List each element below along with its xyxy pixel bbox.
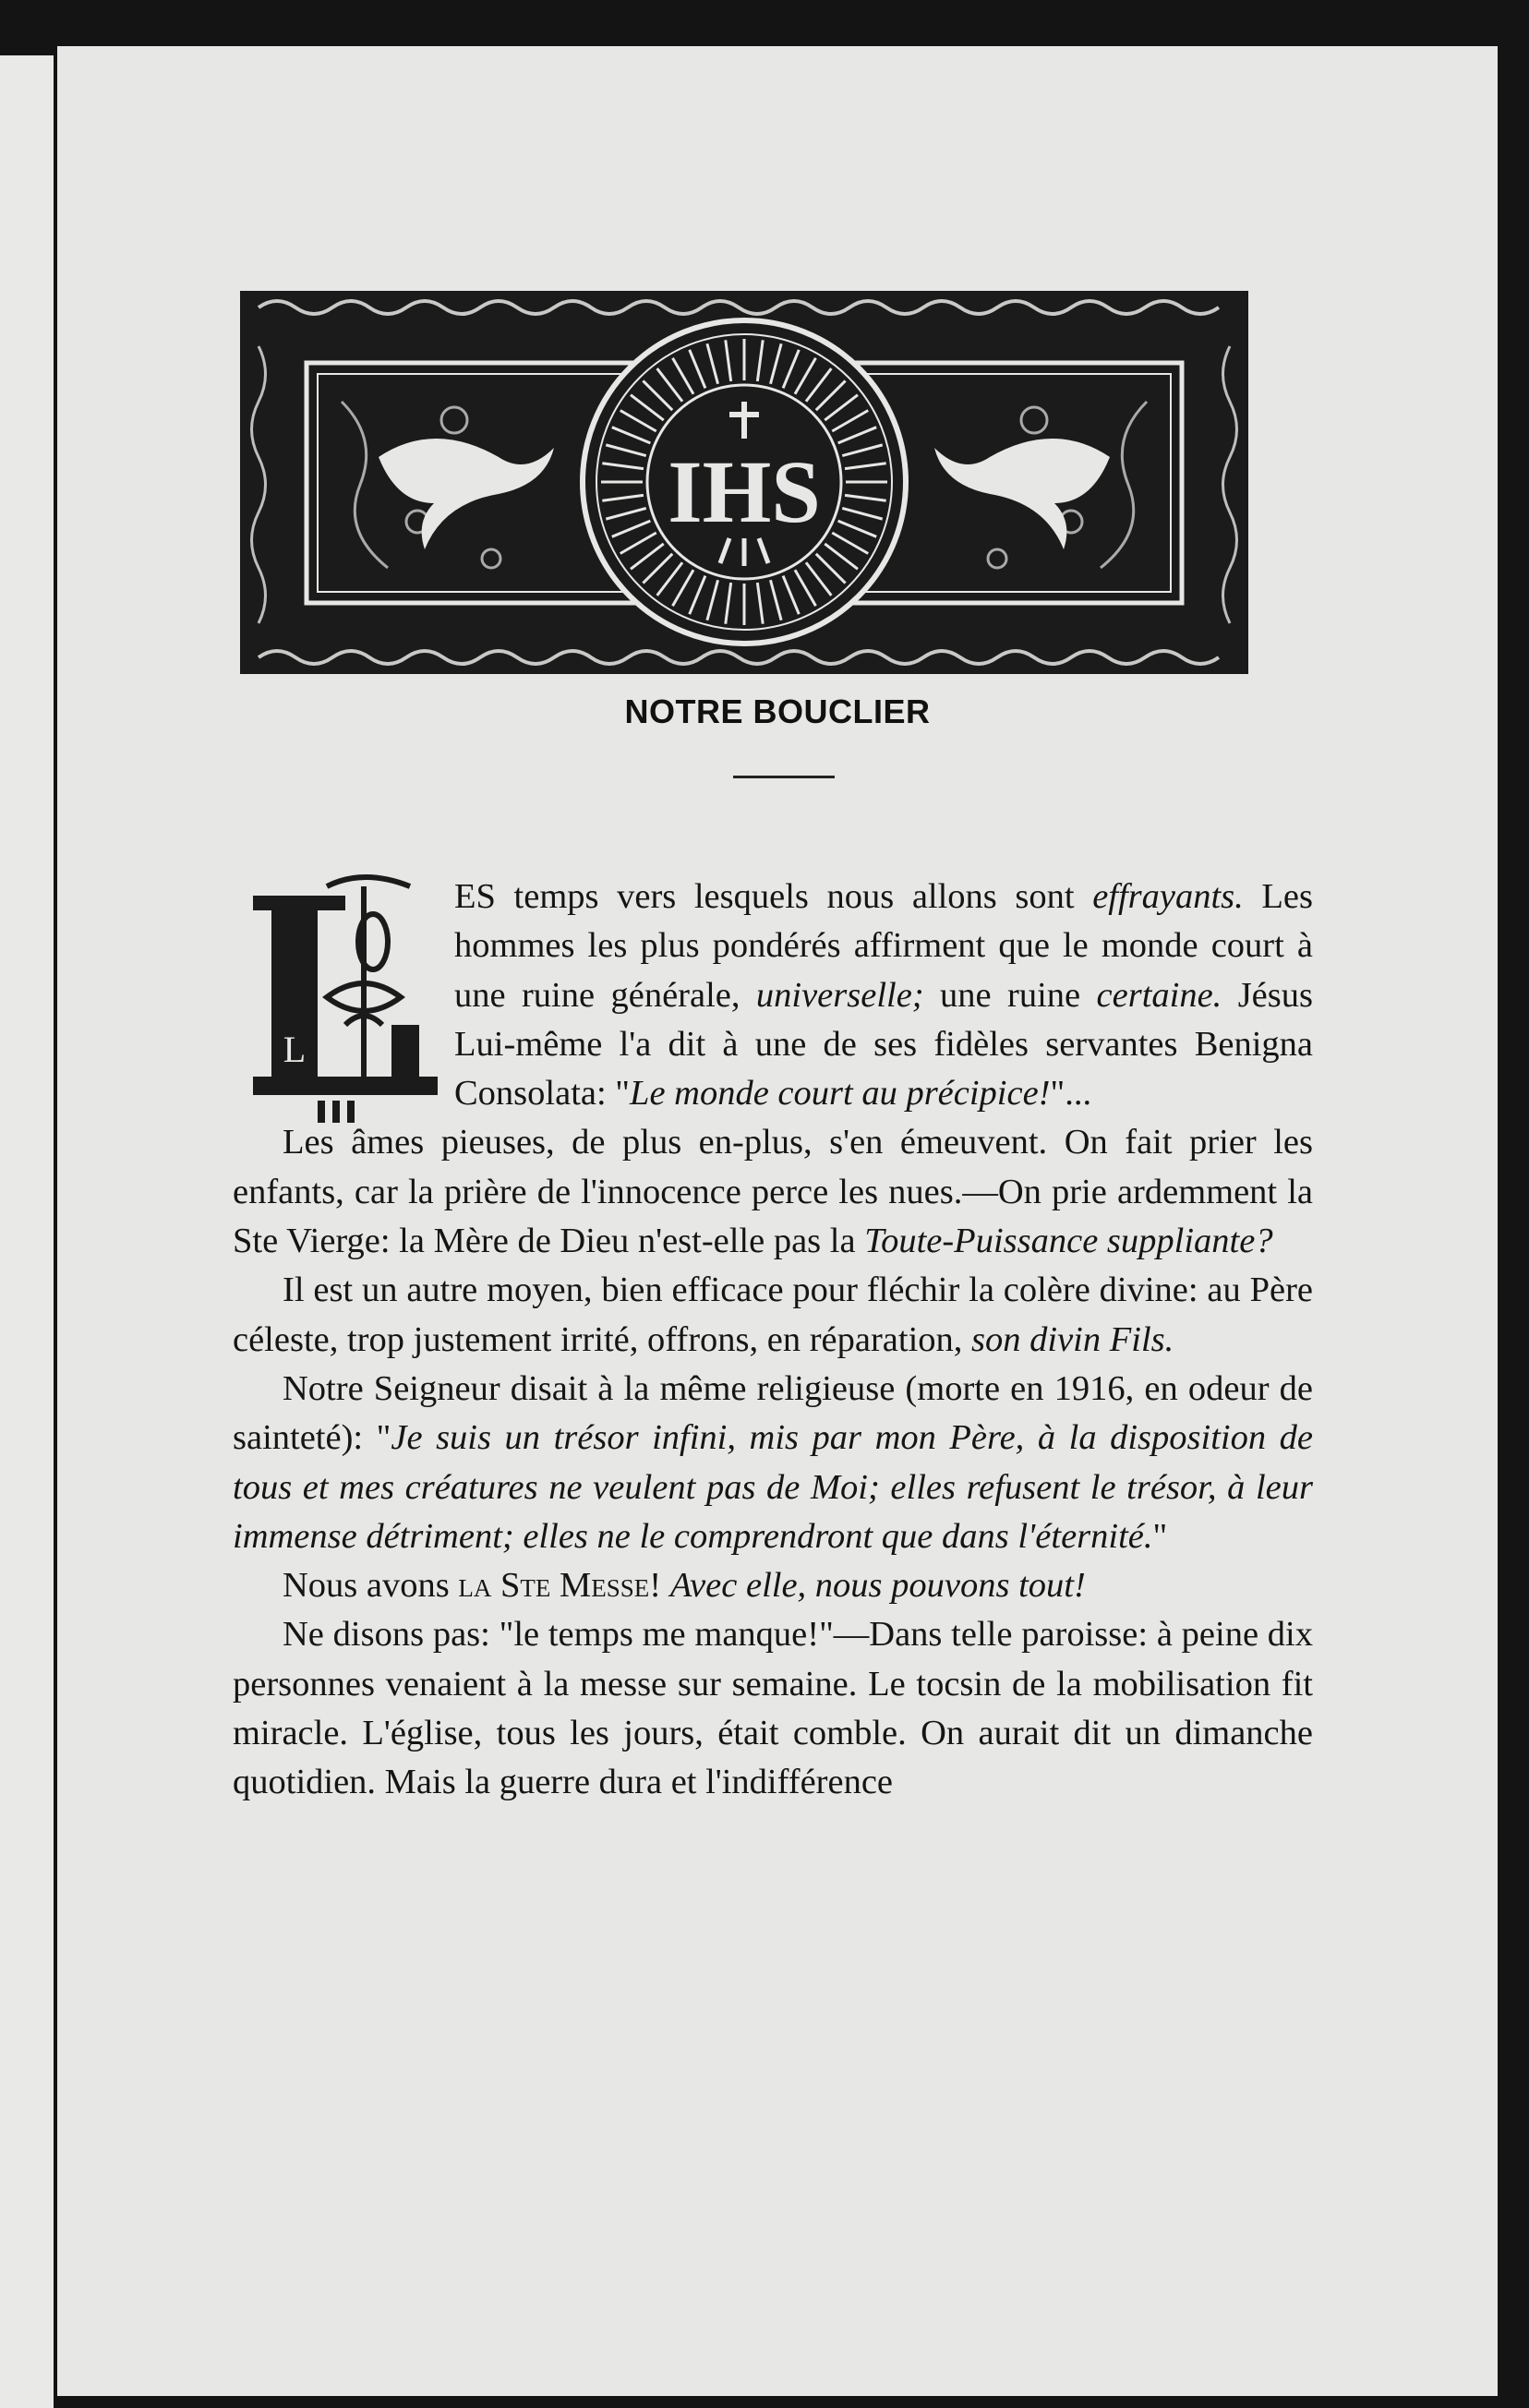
body-text (233, 873, 1313, 1808)
text-segment: effrayants. (1092, 877, 1244, 916)
paragraph-p1 (233, 873, 1313, 1118)
dropcap-letter: L (283, 1029, 307, 1070)
book-page (57, 46, 1498, 2396)
text-segment: Toute-Puissance suppliante? (864, 1222, 1273, 1261)
page-title: NOTRE BOUCLIER (624, 692, 931, 730)
paragraph-p2 (233, 1118, 1313, 1266)
text-segment: " (1152, 1516, 1168, 1556)
text-segment: Les âmes pieuses, de plus en-plus, s'en émeuvent. On fait prier les enfants, car la prière de l'innocence perce les nues.—On prie ardemment la Ste Vierge: la Mère de Dieu n'est-elle pas la (233, 1123, 1313, 1261)
text-segment: Nous avons (283, 1566, 459, 1606)
paragraph-p3 (233, 1266, 1313, 1365)
text-segment: la Ste Messe (458, 1566, 650, 1606)
title-rule (733, 776, 835, 778)
text-segment: Ne disons pas: "le temps me manque!"—Dans telle paroisse: à peine dix personnes venaient à la messe sur semaine. Le tocsin de la mobilisation fit miracle. L'église, tous les jours, était comble. On aurait dit un dimanche quotidien. Mais la guerre dura et l'indifférence (233, 1615, 1313, 1802)
paragraph-p6 (233, 1610, 1313, 1807)
ihs-monogram: IHS (668, 442, 821, 541)
text-segment: ES temps vers lesquels nous allons sont (454, 877, 1093, 916)
text-segment: Les hommes les plus pondérés affirment que le monde court à une ruine générale, (454, 877, 1313, 1015)
text-segment: certaine. (1096, 975, 1222, 1015)
ornamental-headpiece (240, 291, 1248, 674)
text-segment: Avec elle, nous pouvons tout! (669, 1566, 1086, 1606)
text-segment: Notre Seigneur disait à la même religieuse (morte en 1916, en odeur de sainteté): " (233, 1368, 1313, 1458)
text-segment: ! (649, 1566, 670, 1606)
facing-page-edge (0, 55, 54, 2408)
text-segment: "... (1050, 1074, 1092, 1114)
text-segment: Il est un autre moyen, bien efficace pour fléchir la colère divine: au Père céleste, trop justement irrité, offrons, en réparation, (233, 1270, 1313, 1359)
text-segment: Le monde court au précipice! (630, 1074, 1051, 1114)
text-segment: universelle; (755, 975, 924, 1015)
paragraph-p4 (233, 1365, 1313, 1561)
paragraph-p5 (233, 1561, 1313, 1610)
text-segment: Je suis un trésor infini, mis par mon Père, à la disposition de tous et mes créatures ne veulent pas de Moi; elles refusent le trésor, à leur immense détriment; elles ne le comprendront que dans l'éternité. (233, 1418, 1313, 1556)
text-segment: son divin Fils. (971, 1319, 1174, 1359)
text-segment: une ruine (923, 975, 1097, 1015)
text-segment: Jésus Lui-même l'a dit à une de ses fidèles servantes Benigna Consolata: " (454, 975, 1313, 1114)
